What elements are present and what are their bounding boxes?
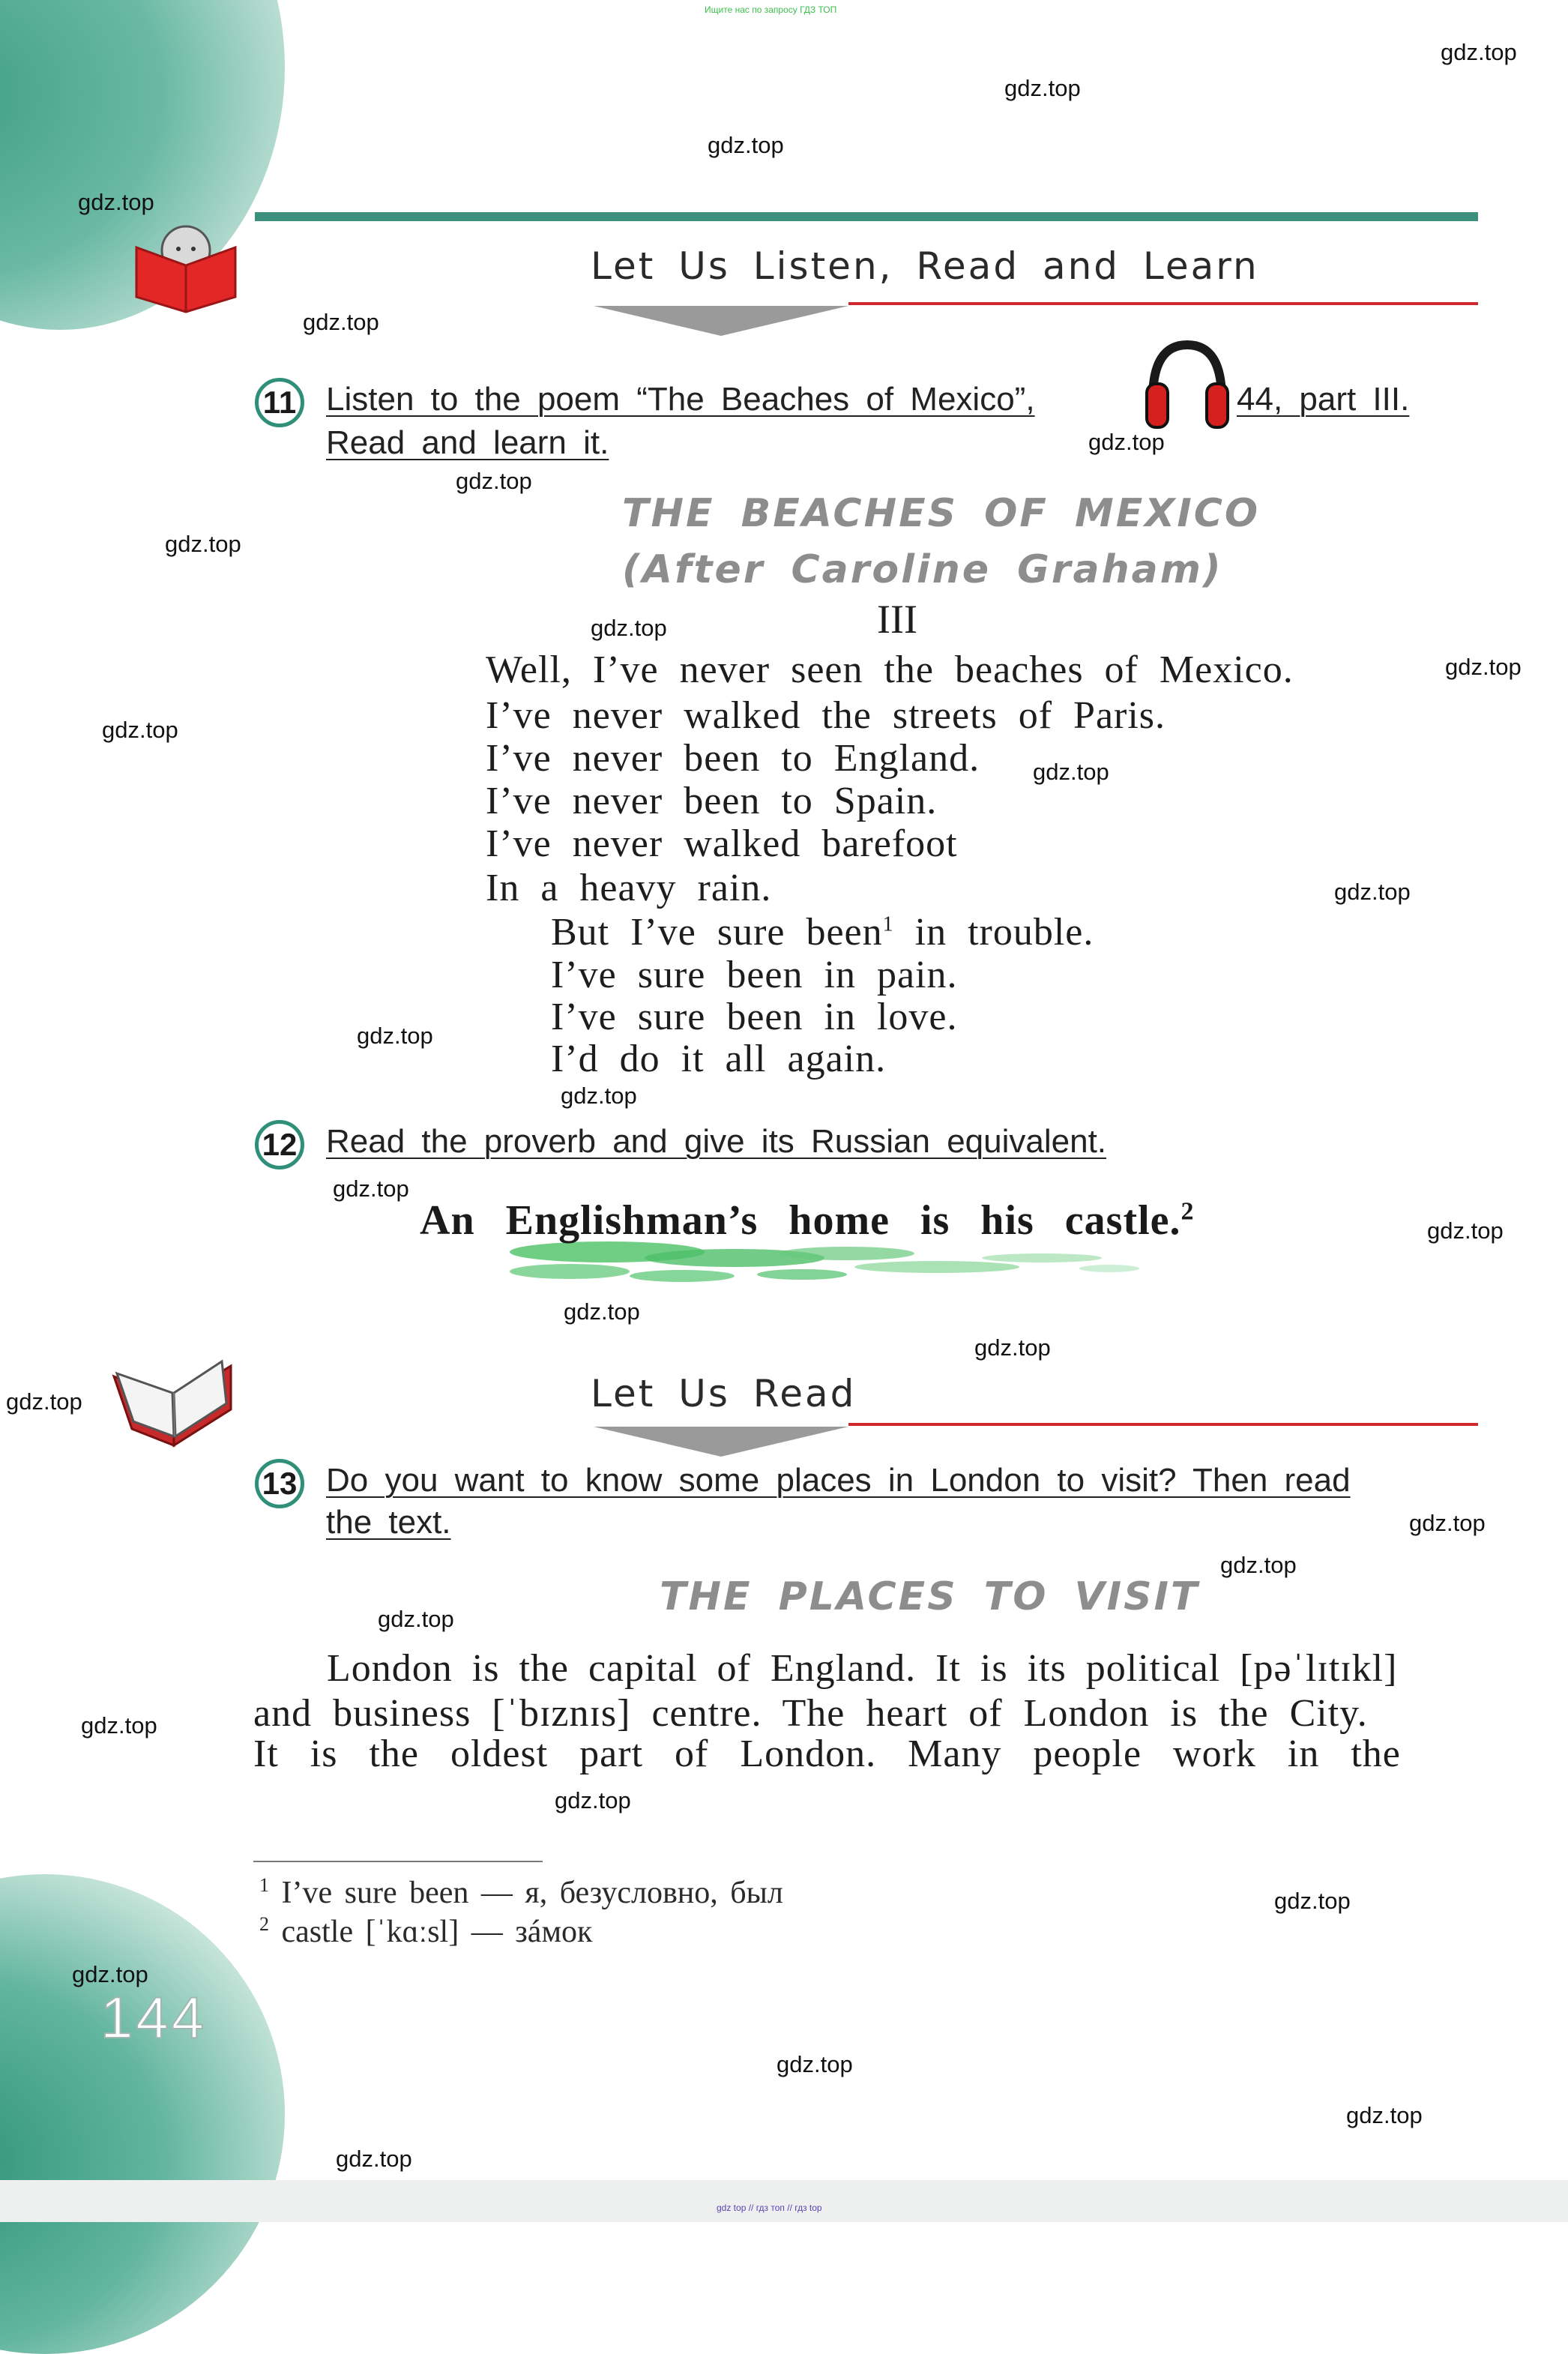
- watermark: gdz.top: [102, 717, 178, 743]
- watermark: gdz.top: [1088, 429, 1165, 455]
- poem-line-text: in trouble.: [914, 911, 1094, 954]
- page-number: 144: [100, 1984, 208, 2050]
- watermark: gdz.top: [456, 468, 532, 494]
- section-arrow: [594, 306, 848, 336]
- section-rule-red: [848, 302, 1478, 305]
- task-11-instruction-part1: Listen to the poem “The Beaches of Mexico”,: [326, 381, 1035, 418]
- watermark: gdz.top: [81, 1712, 157, 1739]
- poem-line: I’ve never been to Spain.: [486, 780, 938, 822]
- footnote-divider: [253, 1861, 543, 1862]
- watermark: gdz.top: [78, 189, 154, 215]
- watermark: gdz.top: [333, 1176, 409, 1202]
- poem-subtitle: (After Caroline Graham): [622, 547, 1223, 592]
- task-number-12: 12: [255, 1120, 304, 1170]
- poem-line: In a heavy rain.: [486, 867, 772, 909]
- watermark: gdz.top: [564, 1298, 640, 1325]
- watermark: gdz.top: [357, 1023, 433, 1049]
- watermark: gdz.top: [165, 531, 241, 557]
- footnote-mark: 2: [1180, 1197, 1195, 1226]
- poem-line: Well, I’ve never seen the beaches of Mexico.: [486, 648, 1294, 691]
- corner-decoration-bottom: [0, 1874, 285, 2354]
- watermark: gdz.top: [1004, 75, 1081, 101]
- task-11-instruction-line2: Read and learn it.: [326, 424, 609, 461]
- watermark: gdz.top: [6, 1388, 82, 1415]
- watermark: gdz.top: [708, 132, 784, 158]
- watermark: gdz.top: [1220, 1552, 1297, 1578]
- watermark: gdz.top: [1427, 1217, 1504, 1244]
- headphones-icon[interactable]: [1142, 339, 1232, 430]
- section-title-read: Let Us Read: [591, 1372, 857, 1415]
- watermark: gdz.top: [591, 615, 667, 641]
- text-line: London is the capital of England. It is its political [pəˈlɪtɪkl]: [327, 1647, 1398, 1690]
- poem-line: I’ve sure been in love.: [551, 996, 958, 1038]
- footnote-mark: 1: [259, 1874, 269, 1896]
- proverb-text: An Englishman’s home is his castle.: [420, 1197, 1181, 1244]
- task-11-instruction-part2: 44, part III.: [1237, 381, 1410, 418]
- task-13-instruction-line1: Do you want to know some places in London to visit? Then read: [326, 1462, 1351, 1499]
- section-arrow: [594, 1427, 848, 1457]
- footer-strip: [0, 2180, 1568, 2222]
- watermark: gdz.top: [1334, 879, 1411, 905]
- text-line: It is the oldest part of London. Many people work in the: [253, 1733, 1401, 1775]
- footnote: [259, 1874, 783, 1911]
- poem-line: I’ve never walked barefoot: [486, 822, 958, 865]
- watermark: gdz.top: [378, 1606, 454, 1632]
- task-13-instruction-line2: the text.: [326, 1504, 451, 1541]
- watermark: gdz.top: [777, 2051, 853, 2077]
- watermark: gdz.top: [1274, 1888, 1351, 1914]
- poem-part-number: III: [877, 597, 917, 642]
- reading-kid-icon: [133, 222, 238, 313]
- watermark: gdz.top: [1409, 1510, 1486, 1536]
- poem-line: I’d do it all again.: [551, 1038, 887, 1080]
- open-book-icon: [109, 1346, 235, 1448]
- watermark: gdz.top: [303, 309, 379, 335]
- text-title: THE PLACES TO VISIT: [660, 1574, 1200, 1619]
- watermark: gdz.top: [1346, 2102, 1423, 2128]
- text-line: and business [ˈbɪznɪs] centre. The heart of London is the City.: [253, 1692, 1368, 1735]
- footnote-text: I’ve sure been — я, безусловно, был: [281, 1876, 783, 1910]
- watermark: gdz.top: [1033, 759, 1109, 785]
- watermark: gdz.top: [974, 1334, 1051, 1361]
- task-number-13: 13: [255, 1459, 304, 1508]
- watermark: gdz.top: [72, 1961, 148, 1987]
- poem-line: I’ve never walked the streets of Paris.: [486, 694, 1166, 737]
- footnote-mark: 1: [882, 912, 894, 936]
- watermark: gdz.top: [555, 1787, 631, 1813]
- footnote-text: castle [ˈkɑːsl] — зáмок: [281, 1915, 593, 1949]
- poem-title: THE BEACHES OF MEXICO: [622, 491, 1261, 536]
- section-rule-teal: [255, 212, 1478, 221]
- watermark: gdz.top: [336, 2146, 412, 2172]
- poem-line: I’ve sure been in pain.: [551, 954, 958, 996]
- footnote-mark: 2: [259, 1913, 269, 1935]
- task-12-instruction: Read the proverb and give its Russian equivalent.: [326, 1123, 1107, 1160]
- poem-line-with-footnote: [551, 910, 1094, 954]
- proverb: [420, 1196, 1195, 1244]
- task-number-11: 11: [255, 378, 304, 427]
- section-title-listen-read-learn: Let Us Listen, Read and Learn: [591, 244, 1259, 288]
- watermark: gdz.top: [1441, 39, 1517, 65]
- footer-banner: gdz top // гдз топ // гдз top: [717, 2203, 822, 2213]
- poem-line-text: But I’ve sure been: [551, 911, 883, 954]
- watermark: gdz.top: [1445, 654, 1522, 680]
- header-banner: Ищите нас по запросу ГДЗ ТОП: [705, 4, 837, 15]
- footnote: [259, 1913, 592, 1950]
- poem-line: I’ve never been to England.: [486, 737, 980, 780]
- watermark: gdz.top: [561, 1083, 637, 1109]
- section-rule-red: [848, 1423, 1478, 1426]
